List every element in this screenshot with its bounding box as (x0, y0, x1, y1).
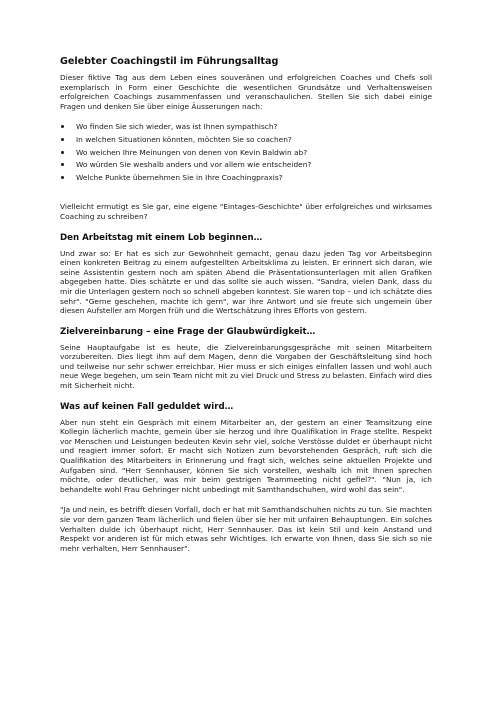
intro-paragraph: Dieser fiktive Tag aus dem Leben eines souveränen und erfolgreichen Coaches und Chefs soll exemplarisch in Form einer Geschichte die wesentlichen Grundsätze und Verhaltensweisen erfolgreichen Coachings zusammenfassen und veranschaulichen. Stellen Sie sich dabei einige Fragen und denken Sie über einige Äusserungen nach: (60, 73, 432, 111)
page-title: Gelebter Coachingstil im Führungsalltag (60, 56, 279, 67)
bullet-icon (61, 138, 64, 141)
bullet-icon (61, 163, 64, 166)
question-list (60, 122, 432, 182)
section-heading: Den Arbeitstag mit einem Lob beginnen… (60, 232, 263, 243)
list-item (60, 160, 432, 170)
section-paragraph: "Ja und nein, es betrifft diesen Vorfall, doch er hat mit Samthandschuhen nichts zu tun. Sie machten sie vor dem ganzen Team lächerlich und fielen über sie her mit unfairen Behauptungen. Ein solches Verhalten dulde ich überhaupt nicht, Herr Sennhauser. Das ist kein Stil und kein Anstand und Respekt vor anderen ist für mich etwas sehr Wichtiges. Ich erwarte von Ihnen, dass Sie sich so nie mehr verhalten, Herr Sennhauser". (60, 505, 432, 553)
list-item-text: Wo weichen Ihre Meinungen von denen von Kevin Baldwin ab? (76, 147, 308, 157)
section-heading: Zielvereinbarung – eine Frage der Glaubwürdigkeit… (60, 326, 316, 337)
list-item-text: Wo würden Sie weshalb anders und vor allem wie entscheiden? (76, 160, 312, 170)
section-paragraph: Aber nun steht ein Gespräch mit einem Mitarbeiter an, der gestern an einer Teamsitzung eine Kollegin lächerlich machte, gemein über sie herzog und ihre Qualifikation in Frage stellte. Respekt vor Menschen und Leistungen bedeuten Kevin sehr viel, solche Verstösse duldet er überhaupt nicht und reagiert immer sofort. Er macht sich Notizen zum bevorstehenden Gespräch, ruft sich die Qualifikation des Mitarbeiters in Erinnerung und fragt sich, welches seine aktuellen Projekte und Aufgaben sind. "Herr Sennhauser, können Sie sich vorstellen, weshalb ich mit Ihnen sprechen möchte, oder deutlicher, was mir beim gestrigen Teammeeting nicht gefiel?". "Nun ja, ich behandelte wohl Frau Gehringer nicht unbedingt mit Samthandschuhen, wird wohl das sein". (60, 417, 432, 494)
list-item (60, 135, 432, 145)
list-item (60, 122, 432, 132)
section-paragraph: Seine Hauptaufgabe ist es heute, die Zielvereinbarungsgespräche mit seinen Mitarbeitern vorzubereiten. Dies liegt ihm auf dem Magen, denn die Vorgaben der Geschäftsleitung sind hoch und teilweise nur sehr schwer erreichbar. Hier muss er sich einiges einfallen lassen und wohl auch neue Wege begehen, um sein Team nicht mit zu viel Druck und Stress zu belasten. Einfach wird dies mit Sicherheit nicht. (60, 342, 432, 391)
list-item-text: Welche Punkte übernehmen Sie in Ihre Coachingpraxis? (76, 172, 283, 182)
document-body (60, 56, 432, 564)
section-paragraph: Und zwar so: Er hat es sich zur Gewohnheit gemacht, genau dazu jeden Tag vor Arbeitsbeginn einen konkreten Beitrag zu einem aufgestellten Arbeitsklima zu leisten. Er erinnert sich daran, wie seine Assistentin gestern noch am späten Abend die Präsentationsunterlagen mit allen Grafiken abgegeben hatte. Dies schätzte er und das sollte sie auch wissen. "Sandra, vielen Dank, dass du mir die Unterlagen gestern noch so schnell abgeben konntest. Sie waren top – und ich schätzte dies sehr". "Gerne geschehen, machte ich gern", war ihre Antwort und sie freute sich ungemein über diesen Aufsteller am Morgen früh und die Wertschätzung ihres Efforts von gestern. (60, 248, 432, 316)
list-item-text: Wo finden Sie sich wieder, was ist Ihnen sympathisch? (76, 122, 278, 132)
bullet-icon (61, 151, 64, 154)
list-item (60, 173, 432, 183)
section-heading: Was auf keinen Fall geduldet wird… (60, 401, 234, 412)
invitation-paragraph: Vielleicht ermutigt es Sie gar, eine eigene "Eintages-Geschichte" über erfolgreiches und wirksames Coaching zu schreiben? (60, 202, 432, 221)
list-item-text: In welchen Situationen könnten, möchten Sie so coachen? (76, 134, 292, 144)
bullet-icon (61, 176, 64, 179)
list-item (60, 148, 432, 158)
bullet-icon (61, 125, 64, 128)
